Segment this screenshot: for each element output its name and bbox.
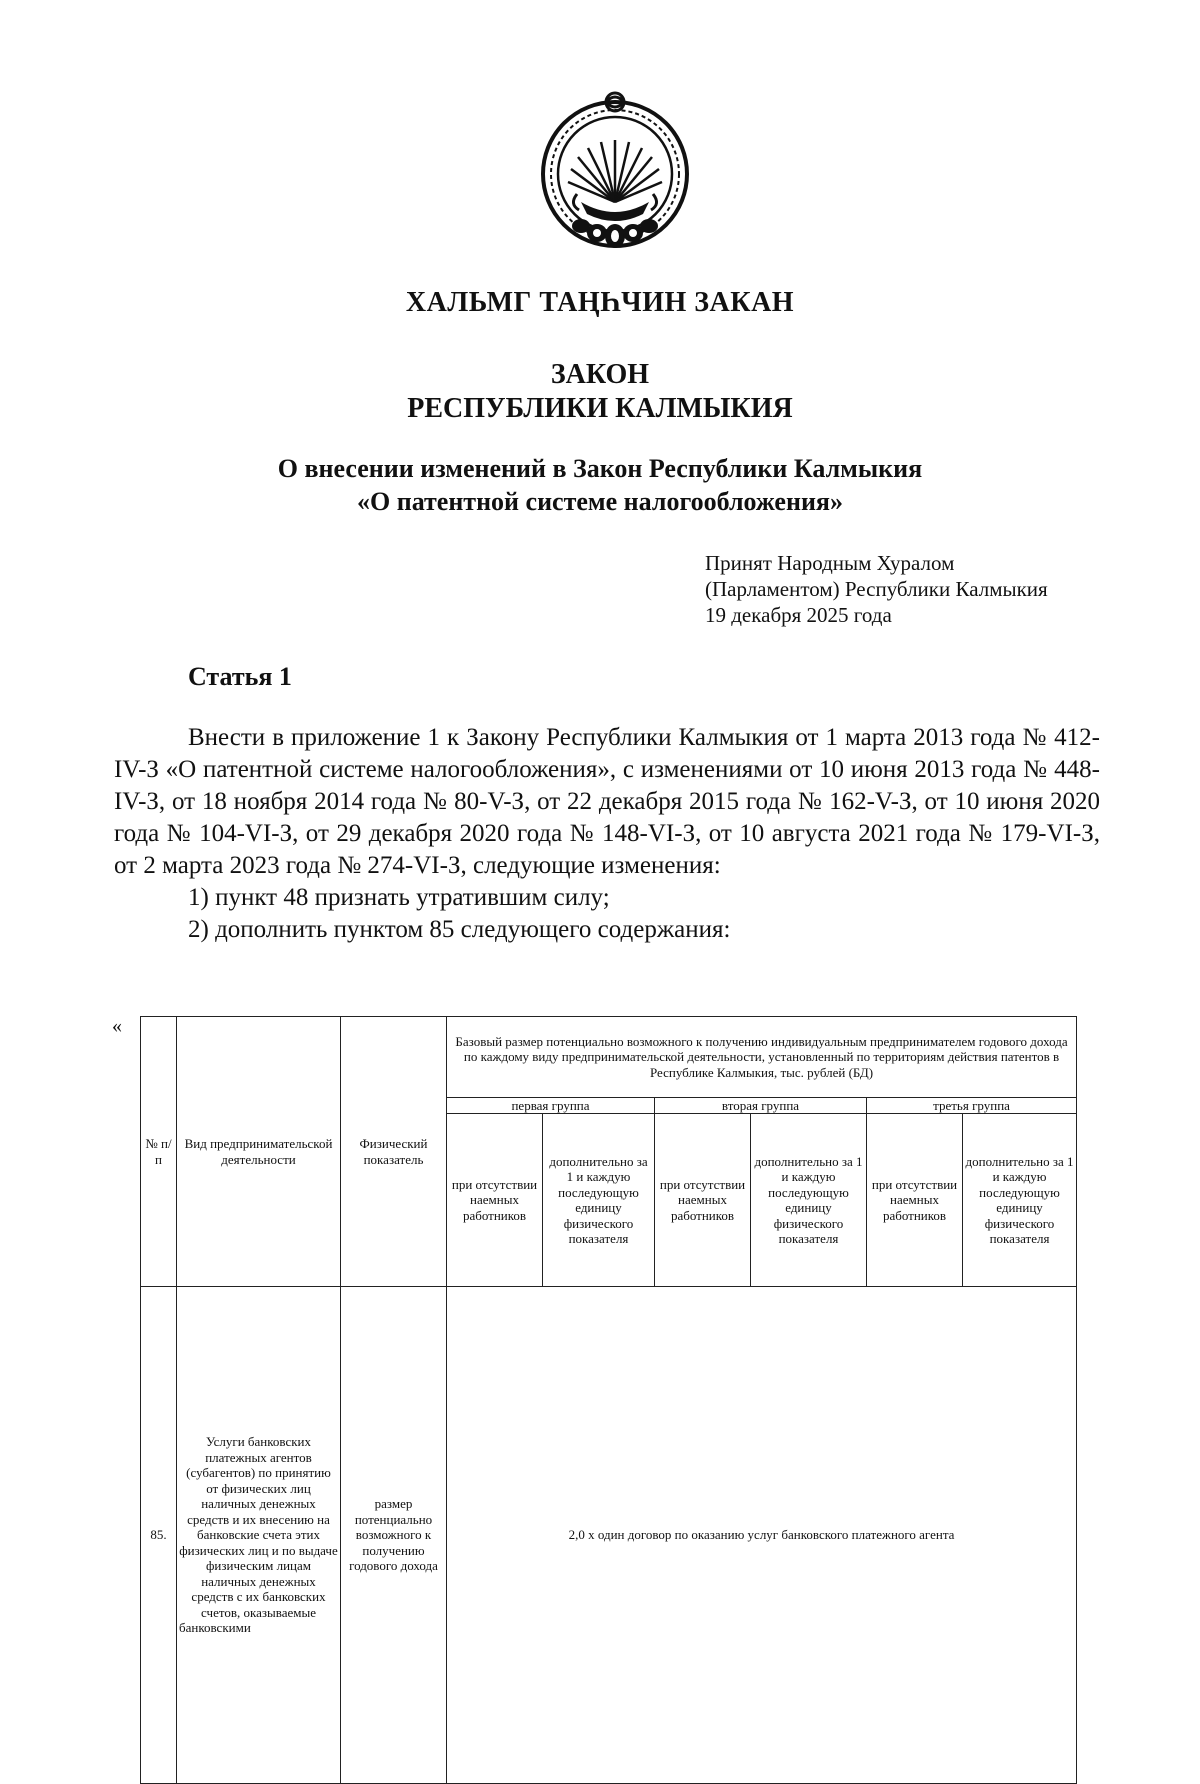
coat-of-arms-emblem [535, 90, 695, 252]
article-heading: Статья 1 [188, 662, 292, 691]
patent-income-table [140, 1016, 1077, 1784]
law-subject-title [0, 452, 1200, 518]
adoption-note [705, 550, 1048, 628]
republic-label: РЕСПУБЛИКИ КАЛМЫКИЯ [407, 393, 793, 424]
adoption-line-1: Принят Народным Хуралом [705, 551, 955, 575]
law-title-block [0, 358, 1200, 426]
subheader-additional-unit-group-3: дополнительно за 1 и каждую последующую единицу физического показателя [963, 1114, 1077, 1287]
law-label: ЗАКОН [550, 359, 650, 390]
subheader-no-employees-group-1: при отсутствии наемных работников [447, 1114, 543, 1287]
subheader-additional-unit-group-1: дополнительно за 1 и каждую последующую единицу физического показателя [543, 1114, 655, 1287]
kalmyk-law-title: ХАЛЬМГ ТАҢҺЧИН ЗАКАН [405, 287, 795, 318]
column-header-base-income: Базовый размер потенциально возможного к получению индивидуальным предпринимателем годового дохода по каждому виду предпринимательской деятельности, установленный по территориям действия патентов в Республике Калмыкия, тыс. рублей (БД) [447, 1017, 1077, 1098]
row-activity-description: Услуги банковских платежных агентов (субагентов) по принятию от физических лиц наличных денежных средств и их внесению на банковские счета этих физических лиц и по выдаче физическим лицам наличных денежных средств с их банковских счетов, оказываемые банковскими [177, 1287, 341, 1784]
group-header-second: вторая группа [655, 1098, 867, 1114]
subheader-additional-unit-group-2: дополнительно за 1 и каждую последующую единицу физического показателя [751, 1114, 867, 1287]
subheader-no-employees-group-3: при отсутствии наемных работников [867, 1114, 963, 1287]
row-base-income-value: 2,0 х один договор по оказанию услуг банковского платежного агента [447, 1287, 1077, 1784]
law-subject-line-1: О внесении изменений в Закон Республики Калмыкия [277, 454, 923, 483]
column-header-physical-indicator: Физический показатель [341, 1017, 447, 1287]
column-header-number: № п/ п [141, 1017, 177, 1287]
row-number: 85. [141, 1287, 177, 1784]
adoption-date: 19 декабря 2025 года [705, 603, 892, 627]
article-body [114, 722, 1100, 946]
adoption-line-2: (Парламентом) Республики Калмыкия [705, 577, 1048, 601]
table-row [141, 1287, 1077, 1784]
row-physical-indicator: размер потенциально возможного к получению годового дохода [341, 1287, 447, 1784]
subheader-no-employees-group-2: при отсутствии наемных работников [655, 1114, 751, 1287]
law-subject-line-2: «О патентной системе налогообложения» [356, 487, 843, 516]
amendment-item-2: 2) дополнить пунктом 85 следующего содержания: [188, 916, 731, 943]
opening-quote-mark: « [112, 1015, 122, 1037]
article-intro-paragraph: Внести в приложение 1 к Закону Республики Калмыкия от 1 марта 2013 года № 412-IV-З «О патентной системе налогообложения», с изменениями от 10 июня 2013 года № 448-IV-З, от 18 ноября 2014 года № 80-V-З, от 22 декабря 2015 года № 162-V-З, от 10 июня 2020 года № 104-VI-З, от 29 декабря 2020 года № 148-VI-З, от 10 августа 2021 года № 179-VI-З, от 2 марта 2023 года № 274-VI-З, следующие изменения: [114, 724, 1100, 879]
group-header-first: первая группа [447, 1098, 655, 1114]
column-header-activity-type: Вид предпринимательской деятельности [177, 1017, 341, 1287]
group-header-third: третья группа [867, 1098, 1077, 1114]
amendment-item-1: 1) пункт 48 признать утратившим силу; [188, 884, 610, 911]
